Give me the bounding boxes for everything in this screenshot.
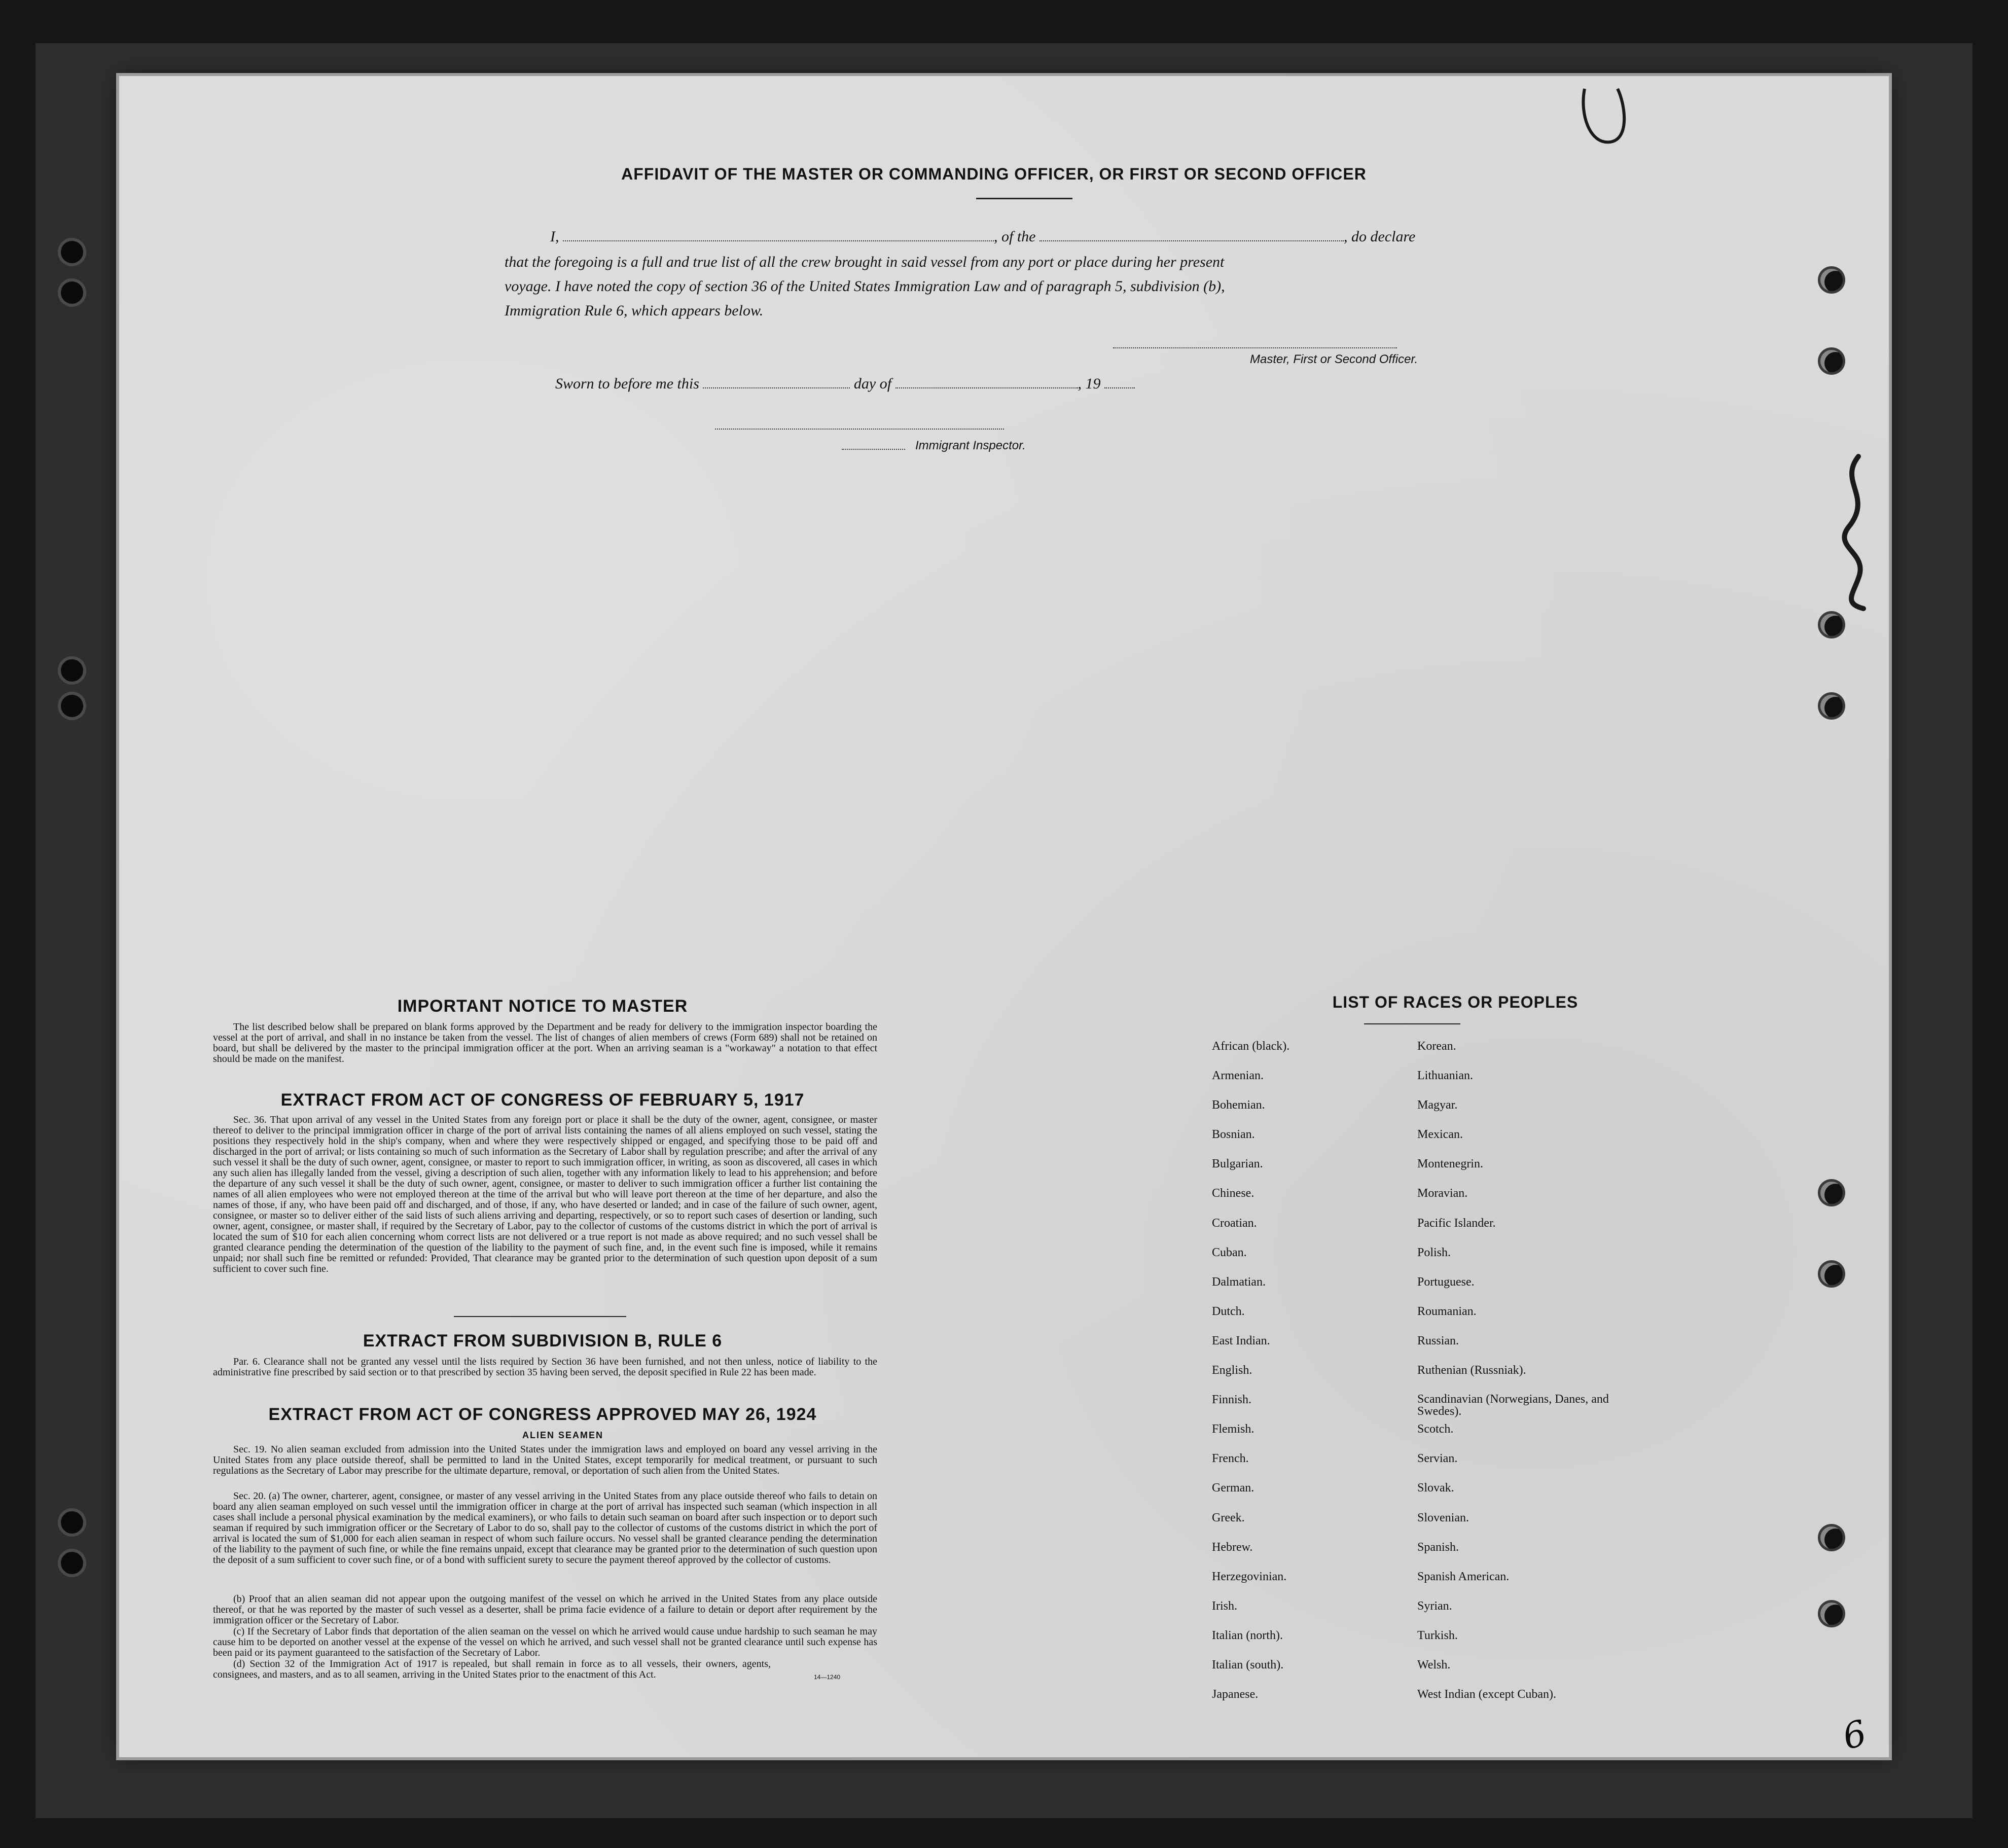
sworn-day-field[interactable] — [703, 376, 850, 388]
races-title: LIST OF RACES OR PEOPLES — [1332, 993, 1579, 1011]
act-1924-sec20c: (c) If the Secretary of Labor finds that deportation of the alien seaman on the vessel on which he arrived would cause undue hardship to such seaman he may cause him to be deported on another vessel at the expense of the vessel on which he arrived, and such vessel shall not be granted clearance until such expense has been paid or its payment guaranteed to the satisfaction of the Secretary of Labor. — [213, 1626, 877, 1658]
punch-hole-left-6 — [61, 1552, 83, 1574]
document-page — [119, 76, 1889, 1757]
race-item: Japanese. — [1212, 1688, 1259, 1701]
race-item: East Indian. — [1212, 1334, 1270, 1347]
act-1924-sec20d: (d) Section 32 of the Immigration Act of 1917 is repealed, but shall remain in force as to all vessels, their owners, agents, consignees, and masters, and as to all seamen, arriving in the United States prior to the enactment of this Act. — [213, 1658, 771, 1680]
race-item: Portuguese. — [1417, 1275, 1475, 1289]
race-item: Bohemian. — [1212, 1098, 1265, 1112]
race-item: Slovenian. — [1417, 1511, 1469, 1524]
race-item: Polish. — [1417, 1246, 1451, 1259]
rule-6-title: EXTRACT FROM SUBDIVISION B, RULE 6 — [363, 1331, 723, 1351]
handwritten-page-mark: 6 — [1838, 1712, 1871, 1758]
punch-hole-right-1 — [1820, 269, 1843, 291]
race-item: Turkish. — [1417, 1628, 1458, 1642]
inspector-signature-line[interactable] — [715, 429, 1004, 430]
sworn-year-label: , 19 — [1078, 375, 1101, 392]
race-item: West Indian (except Cuban). — [1417, 1688, 1556, 1701]
rule-6-text: Par. 6. Clearance shall not be granted any vessel until the lists required by Section 36 have been furnished, and not then unless, notice of liability to the administrative fine prescribed by said section or to that prescribed by section 35 having been served, the deposit specified in Rule 22 has been made. — [213, 1356, 877, 1378]
race-item: Montenegrin. — [1417, 1157, 1483, 1171]
act-1924-sec20a: Sec. 20. (a) The owner, charterer, agent, consignee, or master of any vessel arriving in the United States from any place outside thereof who fails to detain on board any alien seaman employed on such vessel until the immigration officer in charge at the port of arrival has inspected such seaman (which inspection in all cases shall include a personal physical examination by the medical examiners), or who fails to detain such seaman on board after such inspection or to deport such seaman if required by such immigration officer or the Secretary of Labor to do so, shall pay to the collector of customs of the customs district in which the port of arrival is located the sum of $1,000 for each alien seaman in respect of whom such failure occurs. No vessel shall be granted clearance pending the determination of the liability to the payment of such fine, or while the fine remains unpaid, except that clearance may be granted prior to the determination of such question upon the deposit of a sum sufficient to cover such fine, or of a bond with sufficient surety to secure the payment thereof approved by the collector of customs. — [213, 1490, 877, 1566]
punch-hole-left-2 — [61, 281, 83, 304]
master-signature-line[interactable] — [1113, 347, 1397, 348]
punch-hole-right-8 — [1820, 1603, 1843, 1625]
race-item: Bulgarian. — [1212, 1157, 1263, 1171]
sworn-line — [555, 375, 1135, 393]
punch-hole-right-2 — [1820, 350, 1843, 372]
race-item: Cuban. — [1212, 1246, 1247, 1259]
act-1917-rule — [454, 1316, 626, 1317]
punch-hole-right-7 — [1820, 1526, 1843, 1549]
race-item: German. — [1212, 1481, 1254, 1495]
races-right-column — [1417, 1040, 1620, 1717]
handwritten-loop-icon — [1574, 84, 1635, 150]
punch-hole-right-5 — [1820, 1182, 1843, 1204]
race-item: Italian (north). — [1212, 1628, 1283, 1642]
race-item: Dutch. — [1212, 1304, 1245, 1318]
race-item: Spanish. — [1417, 1540, 1459, 1554]
sworn-prefix: Sworn to before me this — [555, 375, 699, 392]
race-item: Dalmatian. — [1212, 1275, 1266, 1289]
race-item: Hebrew. — [1212, 1540, 1253, 1554]
race-item: Herzegovinian. — [1212, 1570, 1287, 1583]
sworn-year-field[interactable] — [1104, 376, 1135, 388]
affidavit-declare-label: , do declare — [1344, 228, 1416, 245]
race-item: Magyar. — [1417, 1098, 1458, 1112]
race-item: Scandinavian (Norwegians, Danes, and Swedes). — [1417, 1393, 1609, 1418]
notice-text: The list described below shall be prepared on blank forms approved by the Department and be ready for delivery to the immigration inspector boarding the vessel at the port of arrival, and shall in no instance be taken from the vessel. The list of changes of alien members of crews (Form 689) shall not be retained on board, but shall be delivered by the master to the principal immigration officer at the port. When an arriving seaman is a "workaway" a notation to that effect should be made on the manifest. — [213, 1021, 877, 1064]
handwritten-scribble-icon — [1828, 451, 1884, 614]
punch-hole-right-6 — [1820, 1263, 1843, 1285]
affidavit-line-3: voyage. I have noted the copy of section 36 of the United States Immigration Law and of paragraph 5, subdivision (b), — [505, 278, 1225, 295]
affidavit-title: AFFIDAVIT OF THE MASTER OR COMMANDING OFFICER, OR FIRST OR SECOND OFFICER — [621, 165, 1367, 183]
punch-hole-left-1 — [61, 241, 83, 263]
inspector-signature-caption: Immigrant Inspector. — [915, 439, 1026, 452]
affidavit-title-rule — [976, 198, 1072, 199]
punch-hole-left-4 — [61, 695, 83, 717]
race-item: Russian. — [1417, 1334, 1459, 1347]
races-title-rule — [1364, 1023, 1460, 1024]
punch-hole-left-5 — [61, 1511, 83, 1534]
race-item: Korean. — [1417, 1040, 1456, 1053]
affidavit-line-2: that the foregoing is a full and true list of all the crew brought in said vessel from any port or place during her present — [505, 254, 1225, 270]
act-1917-title: EXTRACT FROM ACT OF CONGRESS OF FEBRUARY 5, 1917 — [280, 1090, 805, 1110]
master-signature-caption: Master, First or Second Officer. — [1250, 352, 1418, 366]
race-item: Irish. — [1212, 1599, 1237, 1613]
race-item: Chinese. — [1212, 1187, 1254, 1200]
race-item: Moravian. — [1417, 1187, 1468, 1200]
punch-hole-right-3 — [1820, 614, 1843, 636]
race-item: French. — [1212, 1452, 1249, 1466]
inspector-caption-leader — [842, 449, 905, 450]
race-item: Greek. — [1212, 1511, 1245, 1524]
affidavit-of-the-label: , of the — [994, 228, 1036, 245]
affidavit-line-1 — [550, 228, 1415, 245]
form-code: 14—1240 — [814, 1674, 841, 1681]
act-1924-sec19: Sec. 19. No alien seaman excluded from admission into the United States under the immigration laws and employed on board any vessel arriving in the United States from any place outside thereof, shall be permitted to land in the United States, except temporarily for medical treatment, or pursuant to such regulations as the Secretary of Labor may prescribe for the ultimate departure, removal, or deportation of such alien from the United States. — [213, 1444, 877, 1476]
race-item: Flemish. — [1212, 1423, 1254, 1436]
races-left-column — [1212, 1040, 1289, 1717]
race-item: Mexican. — [1417, 1128, 1463, 1142]
race-item: Slovak. — [1417, 1481, 1454, 1495]
affidavit-line-4: Immigration Rule 6, which appears below. — [505, 302, 764, 319]
race-item: Syrian. — [1417, 1599, 1452, 1613]
sworn-day-of-label: day of — [853, 375, 892, 392]
race-item: English. — [1212, 1364, 1252, 1377]
punch-hole-left-3 — [61, 659, 83, 682]
race-item: Finnish. — [1212, 1393, 1252, 1407]
race-item: Lithuanian. — [1417, 1069, 1473, 1083]
race-item: Spanish American. — [1417, 1570, 1510, 1583]
punch-hole-right-4 — [1820, 695, 1843, 717]
act-1924-sec20b: (b) Proof that an alien seaman did not appear upon the outgoing manifest of the vessel on which he arrived in the United States from any place outside thereof, or that he was reported by the master of such vessel as a deserter, shall be prima facie evidence of a failure to detain or deport after requirement by the immigration officer or the Secretary of Labor. — [213, 1593, 877, 1626]
race-item: Italian (south). — [1212, 1658, 1284, 1672]
vessel-name-field[interactable] — [1039, 229, 1344, 241]
race-item: Ruthenian (Russniak). — [1417, 1364, 1526, 1377]
race-item: Welsh. — [1417, 1658, 1451, 1672]
sworn-month-field[interactable] — [895, 376, 1078, 388]
race-item: Pacific Islander. — [1417, 1216, 1496, 1230]
race-item: Armenian. — [1212, 1069, 1264, 1083]
master-name-field[interactable] — [563, 229, 994, 241]
act-1924-title: EXTRACT FROM ACT OF CONGRESS APPROVED MAY 26, 1924 — [268, 1405, 817, 1424]
alien-seamen-subtitle: ALIEN SEAMEN — [522, 1430, 604, 1440]
race-item: African (black). — [1212, 1040, 1290, 1053]
race-item: Bosnian. — [1212, 1128, 1255, 1142]
affidavit-i-label: I, — [550, 228, 559, 245]
act-1917-text: Sec. 36. That upon arrival of any vessel in the United States from any foreign port or place it shall be the duty of the owner, agent, consignee, or master thereof to deliver to the principal immigration officer in charge of the port of arrival lists containing the names of all aliens employed on such vessel, stating the positions they respectively hold in the ship's company, when and where they were respectively shipped or engaged, and specifying those to be paid off and discharged in the port of arrival; or lists containing so much of such information as the Secretary of Labor shall by regulation prescribe; and after the arrival of any such vessel it shall be the duty of such owner, agent, consignee, or master to report to such immigration officer, in writing, as soon as discovered, all cases in which any such alien has illegally landed from the vessel, giving a description of such alien, together with any information likely to lead to his apprehension; and before the departure of any such vessel it shall be the duty of such owner, agent, consignee, or master to deliver to such immigration officer a further list containing the names of all alien employees who were not employed thereon at the time of the arrival but who will leave port thereon at the time of her departure, and also the names of those, if any, who have been paid off and discharged, and of those, if any, who have deserted or landed; and in case of the failure of such owner, agent, consignee, or master so to deliver either of the said lists of such aliens arriving and departing, respectively, or so to report such cases of desertion or landing, such owner, agent, consignee, or master shall, if required by the Secretary of Labor, pay to the collector of customs of the customs district in which the port of arrival is located the sum of $10 for each alien concerning whom correct lists are not delivered or a true report is not made as above required; and no such vessel shall be granted clearance pending the determination of the question of the liability to the payment of such fine, and, in the event such fine is imposed, while it remains unpaid; nor shall such fine be remitted or refunded: Provided, That clearance may be granted prior to the determination of such question upon deposit of a sum sufficient to cover such fine. — [213, 1114, 877, 1274]
race-item: Roumanian. — [1417, 1304, 1477, 1318]
race-item: Scotch. — [1417, 1423, 1454, 1436]
race-item: Croatian. — [1212, 1216, 1257, 1230]
notice-title: IMPORTANT NOTICE TO MASTER — [397, 997, 688, 1016]
race-item: Servian. — [1417, 1452, 1458, 1466]
